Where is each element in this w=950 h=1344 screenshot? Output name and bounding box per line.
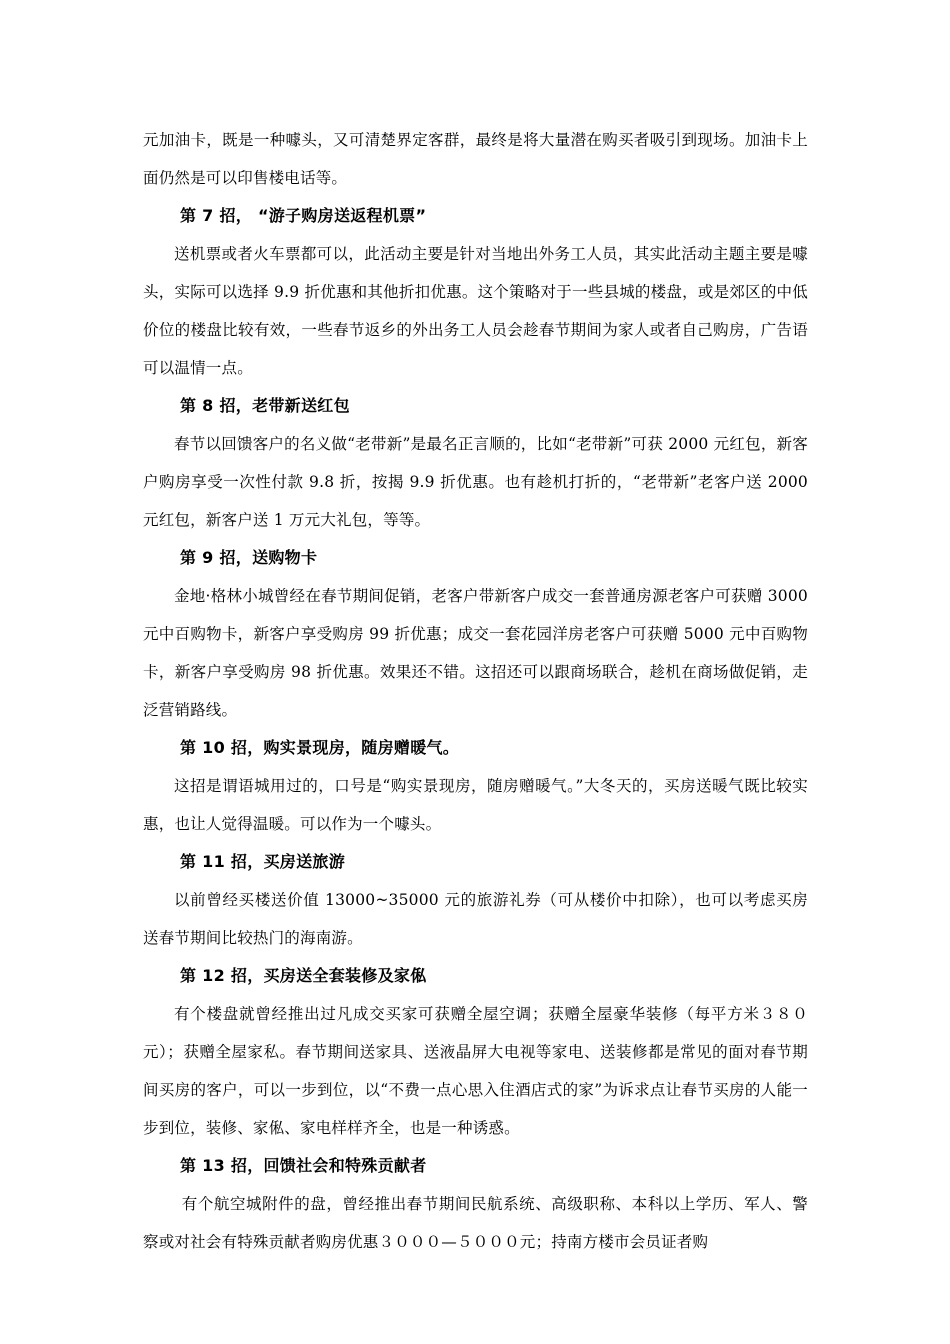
paragraph-11: 以前曾经买楼送价值 13000~35000 元的旅游礼券（可从楼价中扣除），也可以考虑买房送春节期间比较热门的海南游。 <box>143 891 808 947</box>
section-heading-11: 第 11 招，买房送旅游 <box>180 852 346 871</box>
section-heading-9: 第 9 招，送购物卡 <box>180 548 318 567</box>
paragraph-10: 这招是谓语城用过的，口号是“购实景现房，随房赠暖气。”大冬天的，买房送暖气既比较实惠，也让人觉得温暖。可以作为一个噱头。 <box>143 777 808 833</box>
paragraph-7: 送机票或者火车票都可以，此活动主要是针对当地出外务工人员，其实此活动主题主要是噱头，实际可以选择 9.9 折优惠和其他折扣优惠。这个策略对于一些县城的楼盘，或是郊区的中低价位的楼盘比较有效，一些春节返乡的外出务工人员会趁春节期间为家人或者自己购房，广告语可以温情一点。 <box>143 245 808 377</box>
section-heading-7: 第 7 招， “游子购房送返程机票” <box>180 206 427 225</box>
paragraph-continued: 元加油卡，既是一种噱头，又可清楚界定客群，最终是将大量潜在购买者吸引到现场。加油卡上面仍然是可以印售楼电话等。 <box>143 131 808 187</box>
section-heading-8: 第 8 招，老带新送红包 <box>180 396 350 415</box>
paragraph-12: 有个楼盘就曾经推出过凡成交买家可获赠全屋空调；获赠全屋豪华装修（每平方米３８０元）；获赠全屋家私。春节期间送家具、送液晶屏大电视等家电、送装修都是常见的面对春节期间买房的客户，可以一步到位，以“不费一点心思入住酒店式的家”为诉求点让春节买房的人能一步到位，装修、家俬、家电样样齐全，也是一种诱惑。 <box>143 1005 808 1137</box>
document-body <box>143 121 808 1261</box>
paragraph-9: 金地·格林小城曾经在春节期间促销，老客户带新客户成交一套普通房源老客户可获赠 3000 元中百购物卡，新客户享受购房 99 折优惠；成交一套花园洋房老客户可获赠 5000 元中百购物卡，新客户享受购房 98 折优惠。效果还不错。这招还可以跟商场联合，趁机在商场做促销，走泛营销路线。 <box>143 587 808 719</box>
section-heading-13: 第 13 招，回馈社会和特殊贡献者 <box>180 1156 427 1175</box>
paragraph-8: 春节以回馈客户的名义做“老带新”是最名正言顺的，比如“老带新”可获 2000 元红包，新客户购房享受一次性付款 9.8 折，按揭 9.9 折优惠。也有趁机打折的，“老带新”老客户送 2000 元红包，新客户送 1 万元大礼包，等等。 <box>143 435 808 529</box>
paragraph-13: 有个航空城附件的盘，曾经推出春节期间民航系统、高级职称、本科以上学历、军人、警察或对社会有特殊贡献者购房优惠３０００—５０００元；持南方楼市会员证者购 <box>143 1195 808 1251</box>
section-heading-10: 第 10 招，购实景现房，随房赠暖气。 <box>180 738 460 757</box>
section-heading-12: 第 12 招，买房送全套装修及家俬 <box>180 966 427 985</box>
